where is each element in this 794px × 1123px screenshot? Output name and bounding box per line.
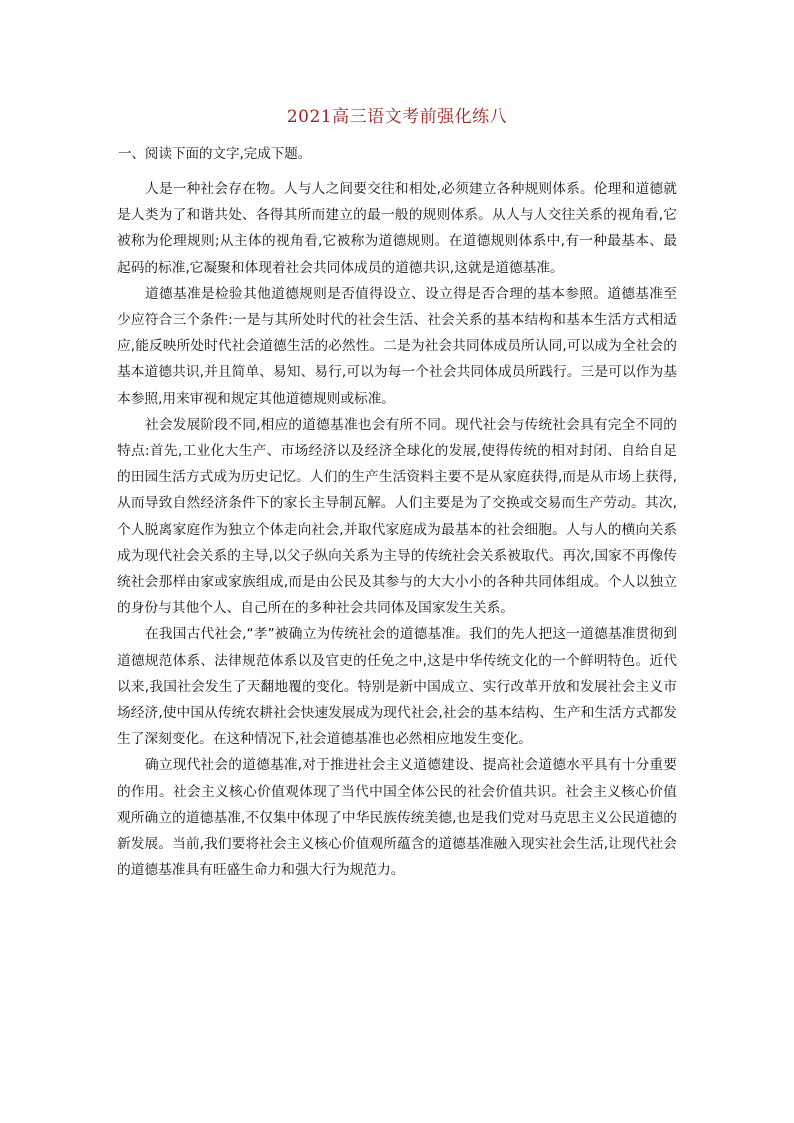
section-heading: 一、阅读下面的文字,完成下题。: [118, 146, 312, 162]
paragraph-4: 在我国古代社会,“孝”被确立为传统社会的道德基准。我们的先人把这一道德基准贯彻到道德规范体系、法律规范体系以及官吏的任免之中,这是中华传统文化的一个鲜明特色。近代以来,我国社会发生了天翻地覆的变化。特别是新中国成立、实行改革开放和发展社会主义市场经济,使中国从传统农耕社会快速发展成为现代社会,社会的基本结构、生产和生活方式都发生了深刻变化。在这种情况下,社会道德基准也必然相应地发生变化。: [117, 626, 677, 748]
paragraph-1: 人是一种社会存在物。人与人之间要交往和相处,必须建立各种规则体系。伦理和道德就是人类为了和谐共处、各得其所而建立的最一般的规则体系。从人与人交往关系的视角看,它被称为伦理规则;从主体的视角看,它被称为道德规则。在道德规则体系中,有一种最基本、最起码的标准,它凝聚和体现着社会共同体成员的道德共识,这就是道德基准。: [117, 181, 677, 276]
reading-passage: [117, 176, 677, 883]
paragraph-2: 道德基准是检验其他道德规则是否值得设立、设立得是否合理的基本参照。道德基准至少应符合三个条件:一是与其所处时代的社会生活、社会关系的基本结构和基本生活方式相适应,能反映所处时代社会道德生活的必然性。二是为社会共同体成员所认同,可以成为全社会的基本道德共识,并且简单、易知、易行,可以为每一个社会共同体成员所践行。三是可以作为基本参照,用来审视和规定其他道德规则或标准。: [117, 285, 677, 407]
document-title: 2021高三语文考前强化练八: [286, 107, 508, 127]
paragraph-3: 社会发展阶段不同,相应的道德基准也会有所不同。现代社会与传统社会具有完全不同的特点:首先,工业化大生产、市场经济以及经济全球化的发展,使得传统的相对封闭、自给自足的田园生活方式成为历史记忆。人们的生产生活资料主要不是从家庭获得,而是从市场上获得,从而导致自然经济条件下的家长主导制瓦解。人们主要是为了交换或交易而生产劳动。其次,个人脱离家庭作为独立个体走向社会,并取代家庭成为最基本的社会细胞。人与人的横向关系成为现代社会关系的主导,以父子纵向关系为主导的传统社会关系被取代。再次,国家不再像传统社会那样由家或家族组成,而是由公民及其参与的大大小小的各种共同体组成。个人以独立的身份与其他个人、自己所在的多种社会共同体及国家发生关系。: [117, 416, 677, 617]
paragraph-5: 确立现代社会的道德基准,对于推进社会主义道德建设、提高社会道德水平具有十分重要的作用。社会主义核心价值观体现了当代中国全体公民的社会价值共识。社会主义核心价值观所确立的道德基准,不仅集中体现了中华民族传统美德,也是我们党对马克思主义公民道德的新发展。当前,我们要将社会主义核心价值观所蕴含的道德基准融入现实社会生活,让现代社会的道德基准具有旺盛生命力和强大行为规范力。: [117, 757, 677, 879]
